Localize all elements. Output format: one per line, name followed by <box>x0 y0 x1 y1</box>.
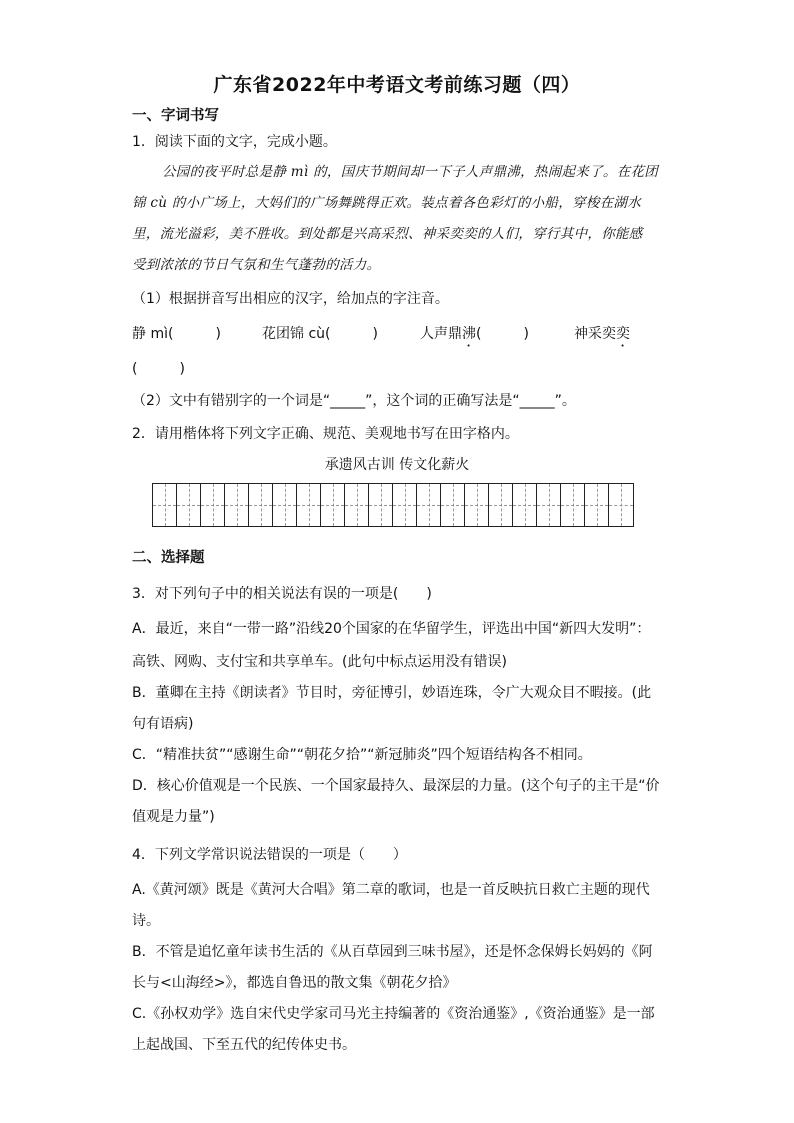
grid-cell[interactable] <box>321 484 345 526</box>
grid-cell[interactable] <box>297 484 321 526</box>
pinyin-blank-fei <box>420 323 529 350</box>
passage-line-1: 公园的夜平时总是静 mì 的，国庆节期间却一下子人声鼎沸，热闹起来了。在花团 <box>162 164 659 180</box>
q2-stem: 2．请用楷体将下列文字正确、规范、美观地书写在田字格内。 <box>132 426 519 442</box>
grid-cell[interactable] <box>585 484 609 526</box>
grid-cell[interactable] <box>369 484 393 526</box>
grid-cell[interactable] <box>393 484 417 526</box>
q4-option-a-line2: 诗。 <box>132 913 160 929</box>
q3-option-c: C．“精准扶贫”“感谢生命”“朝花夕拾”“新冠肺炎”四个短语结构各不相同。 <box>132 747 592 763</box>
q4-option-b-line2: 长与<山海经>》，都选自鲁迅的散文集《朝花夕拾》 <box>132 975 457 991</box>
calligraphy-phrase: 承遗风古训 传文化薪火 <box>324 457 470 473</box>
grid-cell[interactable] <box>177 484 201 526</box>
q4-option-c-line1: C.《孙权劝学》选自宋代史学家司马光主持编著的《资治通鉴》,《资治通鉴》是一部 <box>132 1006 655 1022</box>
blank3-suffix: ( ) <box>476 326 529 342</box>
q1-sub1: （1）根据拼音写出相应的汉字，给加点的字注音。 <box>132 291 449 307</box>
grid-cell[interactable] <box>273 484 297 526</box>
q4-stem: 4．下列文学常识说法错误的一项是（ ） <box>132 847 407 863</box>
passage-line-3: 里，流光溢彩，美不胜收。到处都是兴高采烈、神采奕奕的人们，穿行其中，你能感 <box>132 226 643 242</box>
grid-cell[interactable] <box>537 484 561 526</box>
dotted-char-fei: 沸 <box>462 326 476 342</box>
grid-cell[interactable] <box>441 484 465 526</box>
q3-option-b-line2: 句有语病) <box>132 716 194 732</box>
grid-cell[interactable] <box>489 484 513 526</box>
grid-cell[interactable] <box>201 484 225 526</box>
dotted-char-yi: 奕 <box>616 326 630 342</box>
tianzi-grid[interactable] <box>152 483 634 527</box>
grid-cell[interactable] <box>561 484 585 526</box>
page-title: 广东省2022年中考语文考前练习题（四） <box>213 74 581 96</box>
q3-option-d-line1: D．核心价值观是一个民族、一个国家最持久、最深层的力量。(这个句子的主干是“价 <box>132 778 660 794</box>
q3-option-d-line2: 值观是力量”) <box>132 809 215 825</box>
section-heading-choice: 二、选择题 <box>132 550 205 566</box>
q4-option-c-line2: 上起战国、下至五代的纪传体史书。 <box>132 1037 356 1053</box>
pinyin-blank-yi-answer: ( ) <box>132 361 185 377</box>
pinyin-blank-yi <box>574 323 630 350</box>
q1-stem: 1．阅读下面的文字，完成小题。 <box>132 134 337 150</box>
passage-line-4: 受到浓浓的节日气氛和生气蓬勃的活力。 <box>132 257 381 273</box>
q3-option-a-line1: A．最近，来自“一带一路”沿线20个国家的在华留学生，评选出中国“新四大发明”： <box>132 621 651 637</box>
passage-line-2: 锦 cù 的小广场上，大妈们的广场舞跳得正欢。装点着各色彩灯的小船，穿梭在湖水 <box>132 195 642 211</box>
q1-sub2: （2）文中有错别字的一个词是“_____”，这个词的正确写法是“_____”。 <box>132 393 576 409</box>
blank4-prefix: 神采奕 <box>574 326 616 342</box>
grid-cell[interactable] <box>345 484 369 526</box>
section-heading-words: 一、字词书写 <box>132 108 219 124</box>
pinyin-blank-mi: 静 mì( ) <box>132 326 221 342</box>
q3-option-a-line2: 高铁、网购、支付宝和共享单车。(此句中标点运用没有错误) <box>132 654 507 670</box>
grid-cell[interactable] <box>249 484 273 526</box>
grid-cell[interactable] <box>417 484 441 526</box>
q4-option-b-line1: B．不管是追忆童年读书生活的《从百草园到三味书屋》，还是怀念保姆长妈妈的《阿 <box>132 944 653 960</box>
grid-cell[interactable] <box>153 484 177 526</box>
grid-cell[interactable] <box>225 484 249 526</box>
q3-stem: 3．对下列句子中的相关说法有误的一项是( ) <box>132 586 432 602</box>
q3-option-b-line1: B．董卿在主持《朗读者》节目时，旁征博引，妙语连珠，令广大观众目不暇接。(此 <box>132 685 652 701</box>
q4-option-a-line1: A.《黄河颂》既是《黄河大合唱》第二章的歌词，也是一首反映抗日救亡主题的现代 <box>132 882 650 898</box>
grid-cell[interactable] <box>513 484 537 526</box>
grid-cell[interactable] <box>465 484 489 526</box>
blank3-prefix: 人声鼎 <box>420 326 462 342</box>
grid-cell[interactable] <box>609 484 633 526</box>
pinyin-blank-cu: 花团锦 cù( ) <box>262 326 378 342</box>
